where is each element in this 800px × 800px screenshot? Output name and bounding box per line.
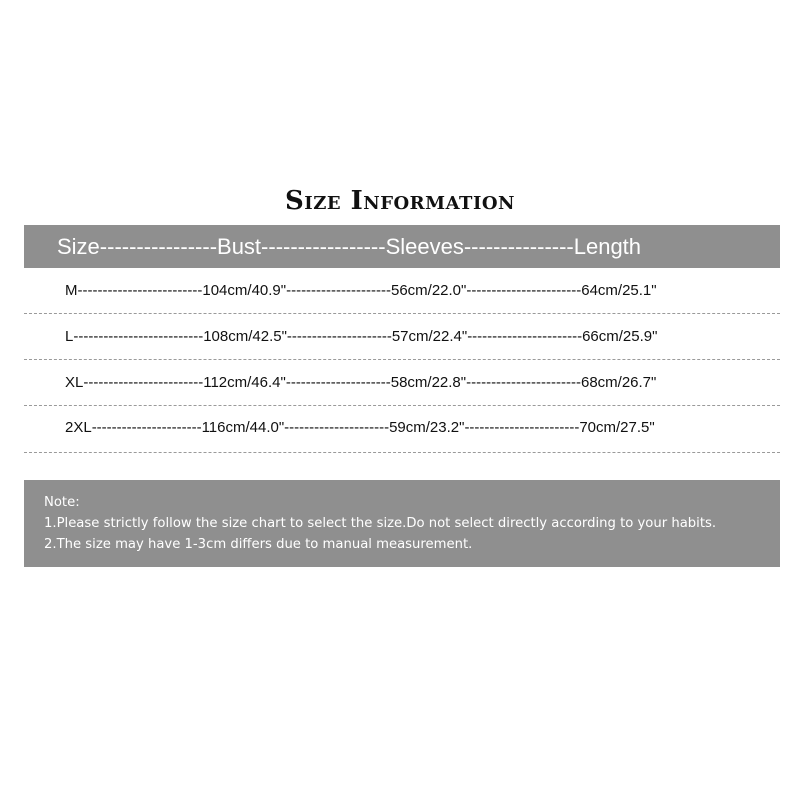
- note-line-2: 2.The size may have 1-3cm differs due to manual measurement.: [44, 537, 473, 552]
- size-row-l: L--------------------------108cm/42.5"---------------------57cm/22.4"-----------------------66cm/25.9": [65, 328, 658, 345]
- row-divider: [24, 405, 780, 406]
- row-divider: [24, 359, 780, 360]
- note-line-1: 1.Please strictly follow the size chart to select the size.Do not select directly according to your habits.: [44, 516, 717, 531]
- row-divider: [24, 313, 780, 314]
- page-title: Size Information: [285, 186, 515, 216]
- size-row-m: M-------------------------104cm/40.9"---------------------56cm/22.0"-----------------------64cm/25.1": [65, 282, 657, 299]
- size-table-header: Size----------------Bust-----------------Sleeves---------------Length: [24, 225, 780, 268]
- note-box: [24, 480, 780, 567]
- row-divider: [24, 452, 780, 453]
- note-heading: Note:: [44, 495, 80, 510]
- size-row-xl: XL------------------------112cm/46.4"---------------------58cm/22.8"-----------------------68cm/26.7": [65, 374, 657, 391]
- size-row-2xl: 2XL----------------------116cm/44.0"---------------------59cm/23.2"-----------------------70cm/27.5": [65, 419, 655, 436]
